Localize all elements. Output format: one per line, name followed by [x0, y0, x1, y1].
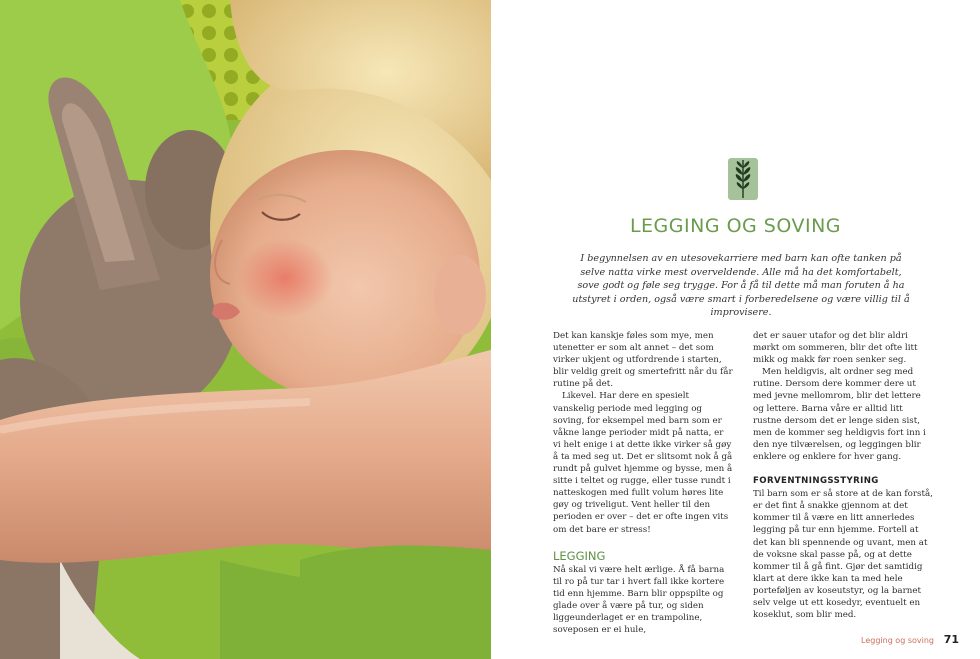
body-paragraph: Det kan kanskje føles som mye, men utenetter er som alt annet – det som virker ukjent og utfordrende i starten, blir veldig greit og smertefritt når du får rutine på det. [553, 331, 733, 390]
section-heading-legging: LEGGING [553, 548, 606, 563]
text-column-left [553, 330, 733, 636]
leaf-branch-icon [728, 158, 758, 200]
body-paragraph: Men heldigvis, alt ordner seg med rutine. Dersom dere kommer dere ut med jevne mellomrom, blir det lettere og lettere. Barna våre er alltid litt rustne dersom det er lenge siden sist, men de kommer seg heldigvis fort inn i den nye tilværelsen, og leggingen blir enklere og enklere for hver gang. [753, 367, 926, 462]
chapter-title: LEGGING OG SOVING [629, 215, 842, 237]
running-footer: Legging og soving [861, 636, 934, 645]
chapter-intro: I begynnelsen av en utesovekarriere med barn kan ofte tanken på selve natta virke mest overveldende. Alle må ha det komfortabelt, sove godt og føle seg trygge. For å få til dette må man foruten å ha utstyret i orden, også være smart i forberedelsene og være villig til å improvisere. [572, 253, 910, 319]
body-paragraph: Til barn som er så store at de kan forstå, er det fint å snakke gjennom at det kommer til å være en litt annerledes legging på tur enn hjemme. Fortell at det kan bli spennende og uvant, men at de voksne skal passe på, og at dette kommer til å gå fint. Gjør det samtidig klart at dere ikke kan ta med hele porteføljen av koseutstyr, og la barnet selv velge ut ett kosedyr, eventuelt en koseklut, som blir med. [753, 489, 933, 621]
text-column-right [753, 330, 933, 621]
body-paragraph: det er sauer utafor og det blir aldri mørkt om sommeren, blir det ofte litt mikk og makk før roen senker seg. [753, 331, 918, 366]
text-page [491, 0, 980, 659]
body-paragraph: Nå skal vi være helt ærlige. Å få barna til ro på tur tar i hvert fall ikke kortere tid enn hjemme. Barn blir oppspilte og glade over å være på tur, og siden liggeunderlaget er en trampoline, soveposen er ei hule, [553, 564, 725, 636]
page-number: 71 [943, 633, 959, 646]
leaf-badge [728, 158, 758, 200]
body-paragraph: Likevel. Har dere en spesielt vanskelig periode med legging og soving, for eksempel med barn som er våkne lange perioder midt på natta, er vi helt enige i at dette ikke virker så gøy å ta med seg ut. Det er slitsomt nok å gå rundt på gulvet hjemme og bysse, men å sitte i teltet og rugge, eller tusse rundt i natteskogen med fullt volum høres lite gøy og triveligut. Vent heller til den perioden er over – det er ofte ingen vits om det bare er stress! [553, 391, 733, 535]
section-heading-forventningsstyring: FORVENTNINGSSTYRING [753, 476, 879, 487]
